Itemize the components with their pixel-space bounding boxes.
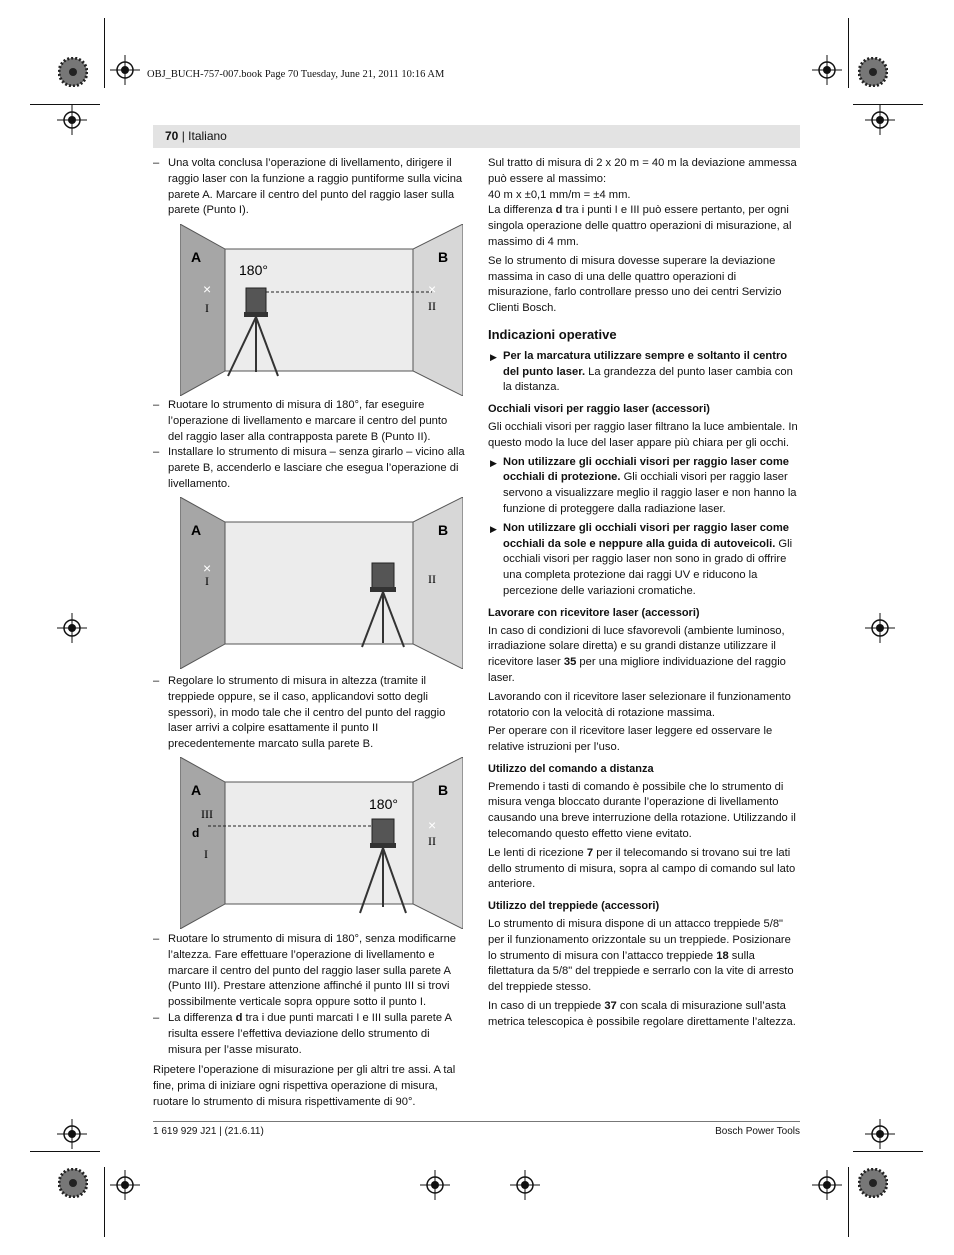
left-column-2 (153, 398, 465, 493)
footer-rule (153, 1121, 800, 1122)
wall-b-label: B (438, 782, 449, 798)
closing-paragraph: Ripetere l’operazione di misurazione per gli altri tre assi. A tal fine, prima di iniziare ogni rispettiva operazione di misura, ruotare lo strumento di misura rispettivamente di 90°. (153, 1064, 456, 1108)
text: per una migliore individuazione del raggio laser. (488, 656, 786, 684)
wall-b-label: B (438, 522, 449, 538)
text: In caso di condizioni di luce sfavorevoli (ambiente luminoso, irradiazione solare diretta) e su grandi distanze utilizzare il ricevitore laser (488, 624, 785, 669)
mark-x: × (203, 560, 212, 576)
wall-a-label: A (191, 782, 202, 798)
paragraph: Gli occhiali visori per raggio laser filtrano la luce ambientale. In questo modo la luce del laser appare più chiara per gli occhi. (488, 420, 798, 449)
point-ii-label: II (428, 834, 436, 848)
page-header-bar (153, 125, 800, 148)
angle-label: 180° (239, 262, 268, 278)
text: tra i punti I e III può essere pertanto, per ogni singola operazione delle quattro operazioni di misurazione, al massimo di 4 mm. (488, 204, 792, 248)
registration-mark (812, 55, 842, 85)
registration-mark (57, 105, 87, 135)
left-column-4 (153, 932, 465, 1114)
ref-number: 37 (604, 1000, 617, 1013)
paragraph: Sul tratto di misura di 2 x 20 m = 40 m la deviazione ammessa può essere al massimo: (488, 157, 797, 185)
step-2: – Ruotare lo strumento di misura di 180°, far eseguire l’operazione di livellamento e marcare il centro del punto del raggio laser alla contrapposta parete B (Punto II). (153, 398, 465, 445)
registration-mark (57, 1119, 87, 1149)
d-bold: d (555, 204, 563, 217)
bullet-bold: Per la marcatura utilizzare sempre e soltanto il centro del punto laser. (503, 349, 788, 378)
step-3: – Installare lo strumento di misura – senza girarlo – vicino alla parete B, accenderlo e lasciare che esegua l’operazione di livellamento. (153, 445, 465, 492)
paragraph (488, 846, 801, 893)
point-iii-label: III (201, 807, 213, 821)
text: La differenza (488, 204, 556, 217)
text: sulla filettatura da 5/8" del treppiede e serrarlo con la vite di arresto del treppiede stesso. (488, 949, 794, 994)
wall-a-label: A (191, 522, 202, 538)
text: Lo strumento di misura dispone di un attacco treppiede 5/8" per il funzionamento orizzontale su un treppiede. Posizionare lo strumento di misura con l’attacco treppiede (488, 918, 791, 962)
wall-b-label: B (438, 249, 449, 265)
page-header: 70 | Italiano (165, 129, 227, 143)
formula: 40 m x ±0,1 mm/m = ±4 mm. (488, 188, 631, 201)
point-i-label: I (205, 574, 209, 588)
bullet-text: La grandezza del punto laser cambia con la distanza. (503, 365, 793, 394)
text: Le lenti di ricezione (488, 846, 587, 859)
registration-mark (865, 613, 895, 643)
registration-mark (510, 1170, 540, 1200)
registration-mark (420, 1170, 450, 1200)
registration-mark (57, 613, 87, 643)
ref-number: 35 (563, 656, 577, 669)
print-header: OBJ_BUCH-757-007.book Page 70 Tuesday, June 21, 2011 10:16 AM (147, 69, 445, 80)
paragraph: Lavorando con il ricevitore laser selezionare il funzionamento rotatorio con la velocità di rotazione massima. (488, 690, 791, 719)
crop-mark (104, 1167, 105, 1237)
point-ii-label: II (428, 299, 436, 313)
mark-x: × (203, 281, 212, 297)
subsection-title: Occhiali visori per raggio laser (accessori) (488, 403, 710, 416)
text: In caso di un treppiede (488, 1000, 605, 1013)
wall-a-label: A (191, 249, 202, 265)
subsection-title: Lavorare con ricevitore laser (accessori) (488, 606, 700, 619)
registration-mark (812, 1170, 842, 1200)
paragraph (488, 999, 801, 1031)
crop-mark (104, 18, 105, 88)
paragraph: Premendo i tasti di comando è possibile che lo strumento di misura venga bloccato durante l’operazione di livellamento causando una breve interruzione della rotazione. Utilizzando il telecomando questo effetto viene evitato. (488, 780, 796, 841)
paragraph: Se lo strumento di misura dovesse superare la deviazione massima in caso di una delle quattro operazioni di misurazione, farlo controllare presso uno dei centri Servizio Clienti Bosch. (488, 254, 782, 315)
figure-3 (180, 757, 463, 929)
bullet-bold: Non utilizzare gli occhiali visori per raggio laser come occhiali di protezione. (503, 455, 789, 484)
paragraph (488, 917, 801, 996)
ref-number: 7 (586, 846, 594, 859)
triangle-bullet-icon: ▶ (490, 457, 497, 468)
registration-mark (865, 1119, 895, 1149)
step-6-text: La differenza (168, 1011, 236, 1024)
bullet-bold: Non utilizzare gli occhiali visori per raggio laser come occhiali da sole e neppure alla guida di autoveicoli. (503, 521, 789, 550)
registration-mark (110, 1170, 140, 1200)
bullet-text: Gli occhiali visori per raggio laser servono a visualizzare meglio il raggio laser e non hanno la funzione di proteggere dalla radiazione laser. (503, 471, 797, 515)
left-column (153, 156, 465, 219)
color-wheel-mark (858, 1168, 888, 1198)
bullet-item (488, 455, 801, 518)
step-6 (153, 1011, 465, 1058)
crop-mark (853, 1151, 923, 1152)
step-1: – Una volta conclusa l’operazione di livellamento, dirigere il raggio laser con la funzione a raggio puntiforme sulla vicina parete A. Marcare il centro del punto del raggio laser sulla parete (Punto I). (153, 156, 465, 219)
point-ii-label: II (428, 572, 436, 586)
crop-mark (848, 18, 849, 88)
bullet-item (488, 521, 801, 600)
figure-2 (180, 497, 463, 669)
figure-1 (180, 224, 463, 396)
footer-left: 1 619 929 J21 | (21.6.11) (153, 1126, 264, 1137)
crop-mark (30, 1151, 100, 1152)
paragraph: Per operare con il ricevitore laser leggere ed osservare le relative istruzioni per l’uso. (488, 725, 773, 754)
section-title: Indicazioni operative (488, 326, 617, 342)
bullet-text: Gli occhiali visori per raggio laser non sono in grado di offrire una completa protezione dai raggi UV e riducono la percezione delle variazioni cromatiche. (503, 537, 793, 597)
footer-right: Bosch Power Tools (715, 1126, 800, 1137)
bullet-item (488, 349, 801, 396)
triangle-bullet-icon: ▶ (490, 351, 497, 362)
paragraph (488, 624, 801, 687)
crop-mark (848, 1167, 849, 1237)
color-wheel-mark (58, 1168, 88, 1198)
registration-mark (865, 105, 895, 135)
left-column-3 (153, 674, 465, 753)
point-i-label: I (204, 847, 208, 861)
color-wheel-mark (858, 57, 888, 87)
text: per il telecomando si trovano sui tre lati dello strumento di misura, sopra al campo di comando sul lato anteriore. (488, 846, 796, 891)
mark-x: × (428, 817, 437, 833)
page-number: 70 (165, 129, 179, 143)
subsection-title: Utilizzo del comando a distanza (488, 762, 654, 775)
d-bold: d (235, 1011, 243, 1024)
page-language: Italiano (188, 129, 227, 143)
text: con scala di misurazione sull’asta metrica telescopica è possibile regolare direttamente l’altezza. (488, 1000, 796, 1028)
right-column (488, 156, 801, 1034)
triangle-bullet-icon: ▶ (490, 523, 497, 534)
point-i-label: I (205, 301, 209, 315)
color-wheel-mark (58, 57, 88, 87)
subsection-title: Utilizzo del treppiede (accessori) (488, 900, 660, 913)
step-5: – Ruotare lo strumento di misura di 180°, senza modificarne l’altezza. Fare effettuare l’operazione di livellamento e marcare il centro del punto del raggio laser sulla parete A (Punto III). Prestare attenzione affinché il punto III si trovi possibilmente verticale sopra oppure sotto il punto I. (153, 932, 465, 1011)
ref-number: 18 (716, 949, 729, 962)
angle-label: 180° (369, 796, 398, 812)
d-label: d (192, 826, 200, 840)
step-6-text-rest: tra i due punti marcati I e III sulla parete A risulta essere l’effettiva deviazione dello strumento di misura per l’asse misurato. (168, 1011, 452, 1056)
registration-mark (110, 55, 140, 85)
paragraph (488, 203, 801, 250)
step-4: – Regolare lo strumento di misura in altezza (tramite il treppiede oppure, se il caso, applicandovi sotto degli spessori), in modo tale che il centro del punto del raggio laser arrivi a colpire esattamente il punto II precedentemente marcato sulla parete B. (153, 674, 465, 753)
mark-x: × (428, 281, 437, 297)
